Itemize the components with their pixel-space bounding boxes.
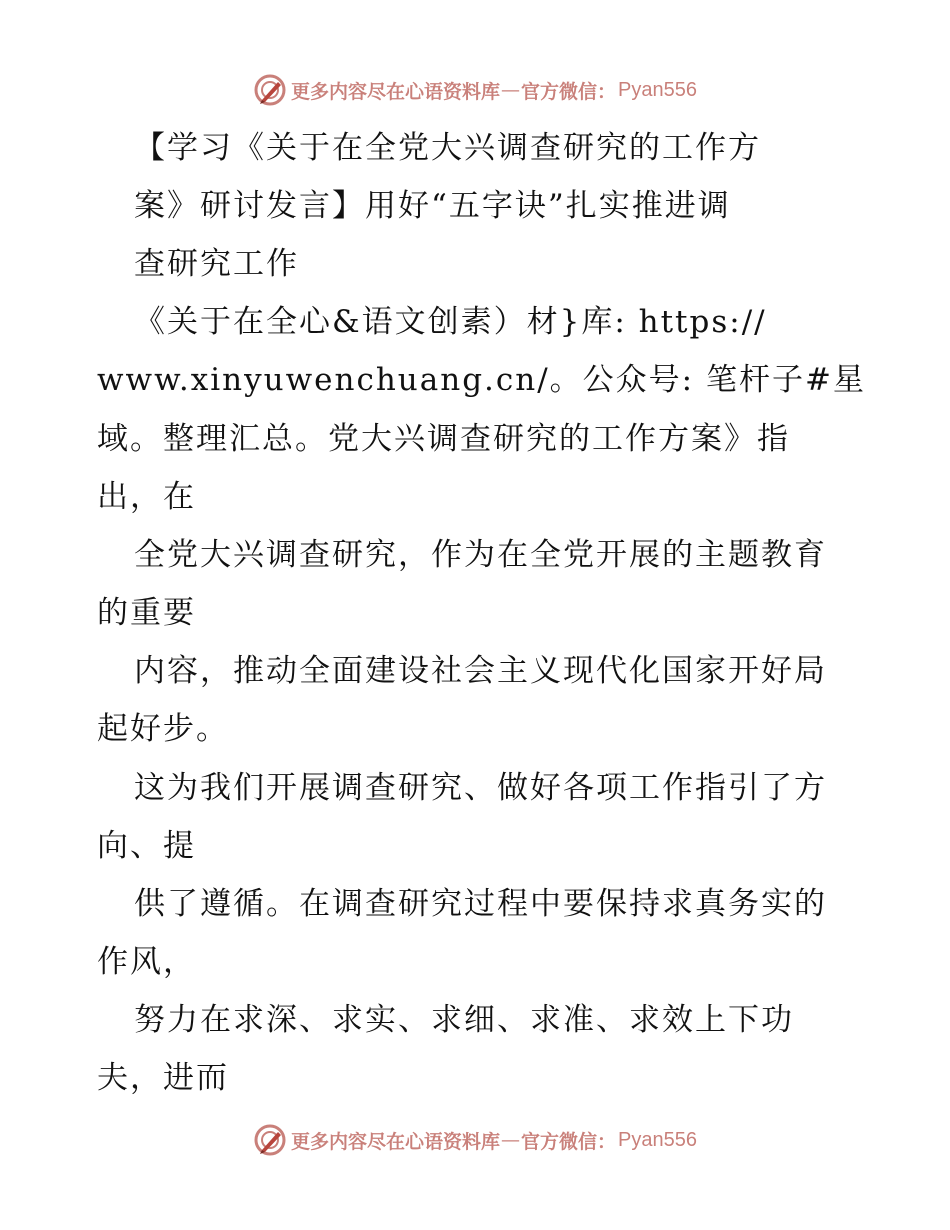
body-line: 出，在 — [97, 479, 196, 515]
header-banner — [0, 70, 950, 110]
header-wechat-label: 官方微信： — [521, 80, 617, 103]
footer-dash: — — [501, 1129, 521, 1151]
header-brand-text: 更多内容尽在心语资料库 — [291, 80, 501, 103]
pen-logo-icon — [253, 1123, 287, 1157]
body-line: 作风， — [97, 944, 196, 980]
footer-brand-text: 更多内容尽在心语资料库 — [291, 1130, 501, 1153]
body-line: 内容，推动全面建设社会主义现代化国家开好局 — [134, 653, 827, 689]
title-line-3: 查研究工作 — [134, 246, 299, 282]
body-line: 这为我们开展调查研究、做好各项工作指引了方 — [134, 770, 827, 806]
body-line: 《关于在全心&语文创素）材}库: https:// — [134, 304, 767, 340]
footer-wechat-id: Pyan556 — [618, 1128, 697, 1151]
title-line-2: 案》研讨发言】用好“五字诀”扎实推进调 — [134, 188, 731, 224]
body-line: 努力在求深、求实、求细、求准、求效上下功 — [134, 1002, 794, 1038]
body-line: 向、提 — [97, 828, 196, 864]
body-line: 夫，进而 — [97, 1060, 229, 1096]
body-line: 全党大兴调查研究，作为在全党开展的主题教育 — [134, 537, 827, 573]
header-wechat-id: Pyan556 — [618, 78, 697, 101]
body-line: 起好步。 — [97, 711, 229, 747]
footer-wechat-label: 官方微信： — [521, 1130, 617, 1153]
footer-banner — [0, 1120, 950, 1160]
title-line-1: 【学习《关于在全党大兴调查研究的工作方 — [134, 130, 761, 166]
header-dash: — — [501, 79, 521, 101]
body-line: 供了遵循。在调查研究过程中要保持求真务实的 — [134, 886, 827, 922]
body-line: 的重要 — [97, 595, 196, 631]
body-line: 域。整理汇总。党大兴调查研究的工作方案》指 — [97, 421, 790, 457]
pen-logo-icon — [253, 73, 287, 107]
body-line: www.xinyuwenchuang.cn/。公众号: 笔杆子#星 — [97, 362, 866, 398]
